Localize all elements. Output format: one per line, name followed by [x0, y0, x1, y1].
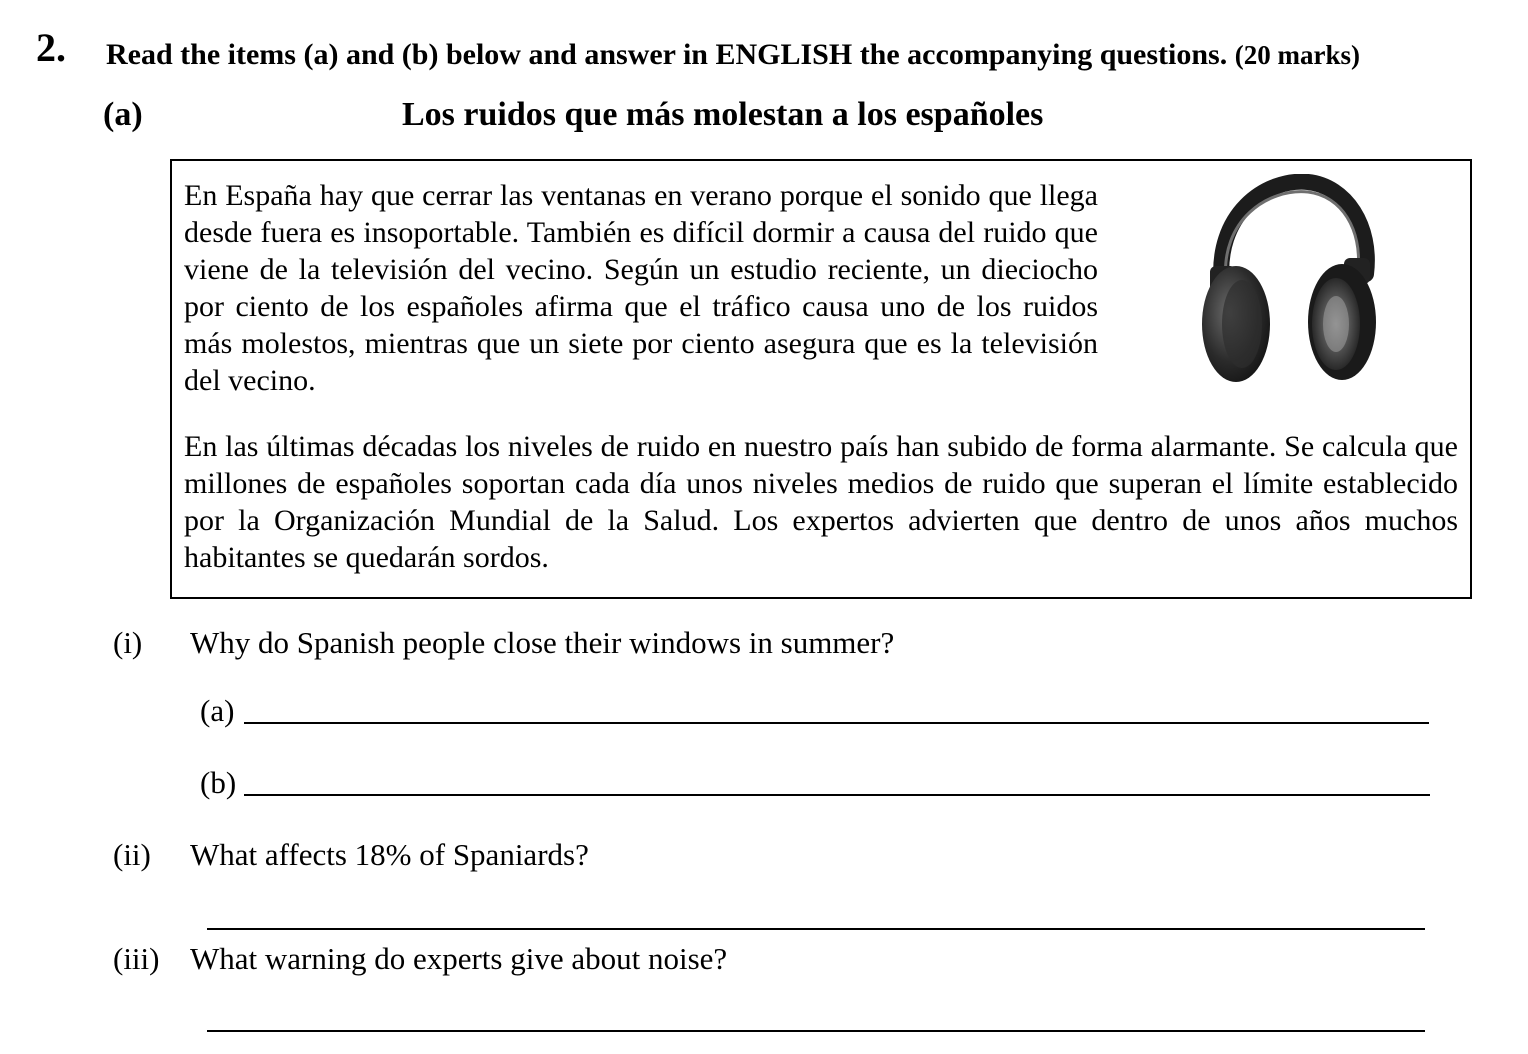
answer-i-a-line[interactable] — [244, 722, 1429, 724]
question-i-text: Why do Spanish people close their windows in summer? — [190, 625, 895, 660]
question-iii-number: (iii) — [113, 941, 160, 976]
article-title: Los ruidos que más molestan a los españoles — [402, 96, 1044, 133]
question-marks: (20 marks) — [1234, 40, 1360, 70]
part-label: (a) — [103, 96, 143, 133]
question-i-number: (i) — [113, 625, 143, 660]
answer-i-b-line[interactable] — [244, 794, 1430, 796]
answer-i-a-label: (a) — [200, 693, 235, 728]
passage-paragraph-1: En España hay que cerrar las ventanas en verano porque el sonido que llega desde fuera es insoportable. También es difícil dormir a causa del ruido que viene de la televisión del vecino. Según un estudio reciente, un dieciocho por ciento de los españoles afirma que el tráfico causa uno de los ruidos más molestos, mientras que un siete por ciento asegura que es la televisión del vecino. — [184, 179, 1098, 397]
answer-ii-line[interactable] — [207, 928, 1425, 930]
question-instruction — [106, 40, 1360, 70]
headphones-icon — [1196, 174, 1382, 390]
question-ii-text: What affects 18% of Spaniards? — [190, 837, 589, 872]
answer-i-b-label: (b) — [200, 765, 237, 800]
passage-paragraph-2: En las últimas décadas los niveles de ruido en nuestro país han subido de forma alarmante. Se calcula que millones de españoles soportan cada día unos niveles medios de ruido que superan el límite establecido por la Organización Mundial de la Salud. Los expertos advierten que dentro de unos años muchos habitantes se quedarán sordos. — [184, 430, 1458, 574]
instruction-text: Read the items (a) and (b) below and answer in ENGLISH the accompanying questions. — [106, 38, 1228, 71]
question-number: 2. — [36, 25, 66, 70]
question-iii-text: What warning do experts give about noise? — [190, 941, 728, 976]
answer-iii-line[interactable] — [207, 1030, 1425, 1032]
question-ii-number: (ii) — [113, 837, 151, 872]
